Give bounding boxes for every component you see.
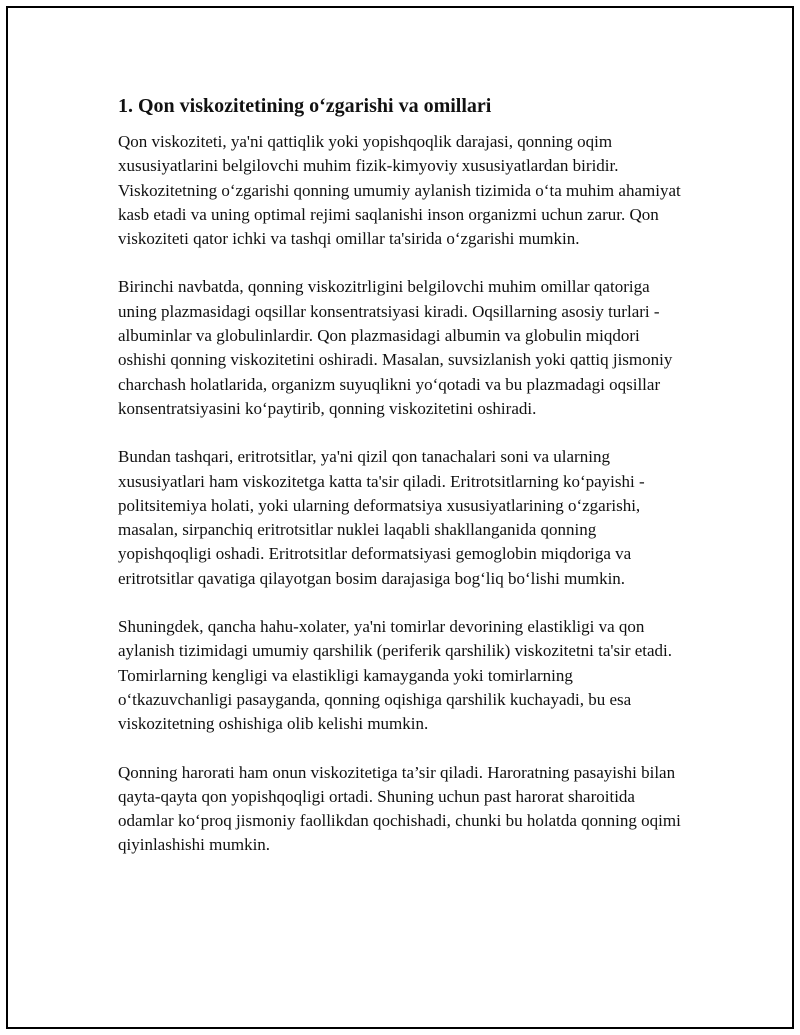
section-heading: 1. Qon viskozitetining o‘zgarishi va omillari bbox=[118, 95, 492, 117]
paragraph-1: Qon viskoziteti, ya'ni qattiqlik yoki yopishqoqlik darajasi, qonning oqim xususiyatlarini belgilovchi muhim fizik-kimyoviy xususiyatlardan biridir. Viskozitetning o‘zgarishi qonning umumiy aylanish tizimida o‘ta muhim ahamiyat kasb etadi va uning optimal rejimi saqlanishi inson organizmi uchun zarur. Qon viskoziteti qator ichki va tashqi omillar ta'sirida o‘zgarishi mumkin. bbox=[118, 132, 681, 249]
paragraph-3: Bundan tashqari, eritrotsitlar, ya'ni qizil qon tanachalari soni va ularning xususiyatlari ham viskozitetga katta ta'sir qiladi. Eritrotsitlarning ko‘payishi - politsitemiya holati, yoki ularning deformatsiya xususiyatlarining o‘zgarishi, masalan, sirpanchiq eritrotsitlar nuklei laqabli shakllanganida qonning yopishqoqligi oshadi. Eritrotsitlar deformatsiyasi gemoglobin miqdoriga va eritrotsitlar qavatiga qilayotgan bosim darajasiga bog‘liq bo‘lishi mumkin. bbox=[118, 447, 645, 588]
paragraph-5: Qonning harorati ham onun viskozitetiga ta’sir qiladi. Haroratning pasayishi bilan qayta-qayta qon yopishqoqligi ortadi. Shuning uchun past harorat sharoitida odamlar ko‘proq jismoniy faollikdan qochishadi, chunki bu holatda qonning oqimi qiyinlashishi mumkin. bbox=[118, 762, 681, 855]
document-body bbox=[118, 92, 690, 882]
paragraph-2: Birinchi navbatda, qonning viskozitrligini belgilovchi muhim omillar qatoriga uning plazmasidagi oqsillar konsentratsiyasi kiradi. Oqsillarning asosiy turlari - albuminlar va globulinlardir. Qon plazmasidagi albumin va globulin miqdori oshishi qonning viskozitetini oshiradi. Masalan, suvsizlanish yoki qattiq jismoniy charchash holatlarida, organizm suyuqlikni yo‘qotadi va bu plazmadagi oqsillar konsentratsiyasini ko‘paytirib, qonning viskozitetini oshiradi. bbox=[118, 277, 673, 418]
paragraph-4: Shuningdek, qancha hahu-xolater, ya'ni tomirlar devorining elastikligi va qon aylanish tizimidagi umumiy qarshilik (periferik qarshilik) viskozitetni ta'sir etadi. Tomirlarning kengligi va elastikligi kamayganda yoki tomirlarning o‘tkazuvchanligi pasayganda, qonning oqishiga qarshilik kuchayadi, bu esa viskozitetning oshishiga olib kelishi mumkin. bbox=[118, 617, 673, 734]
